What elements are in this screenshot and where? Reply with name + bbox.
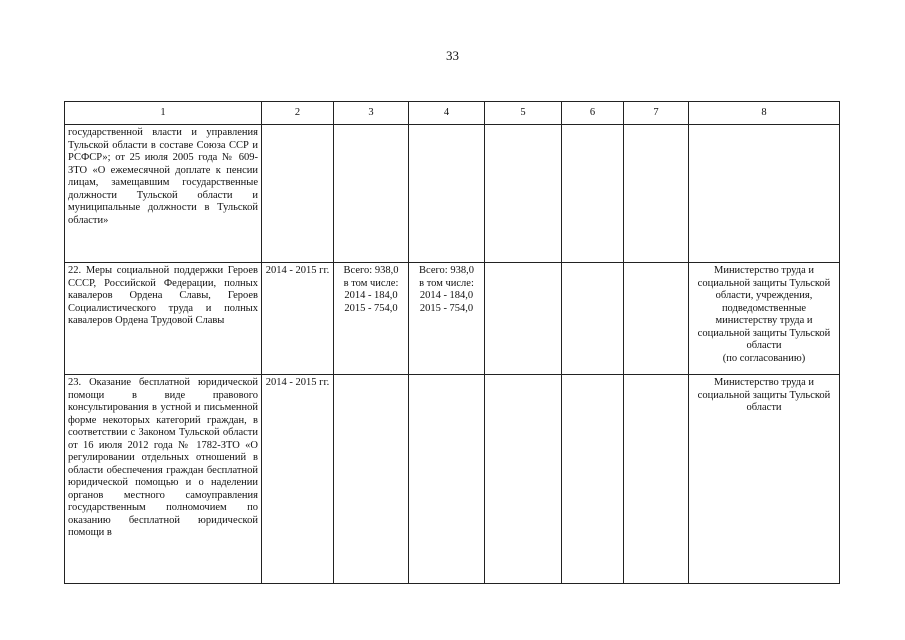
funding-col7-cell [624, 375, 689, 584]
funding-col6-cell [562, 263, 624, 375]
period-cell: 2014 - 2015 гг. [262, 263, 334, 375]
funding-col5-cell [485, 375, 562, 584]
measure-description: 22. Меры социальной поддержки Героев СССР, Российской Федерации, полных кавалеров Ордена Славы, Героев Социалистического труда и полных кавалеров Ордена Трудовой Славы [65, 263, 262, 375]
funding-regional-cell: Всего: 938,0 в том числе: 2014 - 184,0 2015 - 754,0 [409, 263, 485, 375]
funding-col6-cell [562, 375, 624, 584]
funding-total-cell [334, 375, 409, 584]
funding-regional-cell [409, 375, 485, 584]
responsible-executor-cell: Министерство труда и социальной защиты Тульской области [689, 375, 840, 584]
funding-col5-cell [485, 125, 562, 263]
funding-regional-cell [409, 125, 485, 263]
column-number: 6 [562, 102, 624, 125]
program-table [64, 101, 840, 584]
page-number: 33 [446, 48, 459, 63]
column-number: 4 [409, 102, 485, 125]
funding-total-cell [334, 125, 409, 263]
funding-col7-cell [624, 263, 689, 375]
table-row [65, 375, 840, 584]
period-cell [262, 125, 334, 263]
column-number: 5 [485, 102, 562, 125]
column-number: 1 [65, 102, 262, 125]
funding-col5-cell [485, 263, 562, 375]
responsible-executor-cell: Министерство труда и социальной защиты Тульской области, учреждения, подведомственные министерству труда и социальной защиты Тульской области (по согласованию) [689, 263, 840, 375]
funding-total-cell: Всего: 938,0 в том числе: 2014 - 184,0 2015 - 754,0 [334, 263, 409, 375]
responsible-executor-cell [689, 125, 840, 263]
column-number: 2 [262, 102, 334, 125]
measure-description: государственной власти и управления Тульской области в составе Союза ССР и РСФСР»; от 25 июля 2005 года № 609-ЗТО «О ежемесячной доплате к пенсии лицам, замещавшим государственные должности Тульской области и муниципальные должности в Тульской области» [65, 125, 262, 263]
funding-col7-cell [624, 125, 689, 263]
period-cell: 2014 - 2015 гг. [262, 375, 334, 584]
funding-col6-cell [562, 125, 624, 263]
table-row [65, 263, 840, 375]
table-row [65, 125, 840, 263]
column-number-row [65, 102, 840, 125]
column-number: 8 [689, 102, 840, 125]
column-number: 7 [624, 102, 689, 125]
column-number: 3 [334, 102, 409, 125]
measure-description: 23. Оказание бесплатной юридической помощи в виде правового консультирования в устной и письменной форме некоторых категорий граждан, в соответствии с Законом Тульской области от 16 июля 2012 года № 1782-ЗТО «О регулировании отдельных отношений в области обеспечения граждан бесплатной юридической помощью и о наделении органов местного самоуправления государственным полномочием по оказанию бесплатной юридической помощи в [65, 375, 262, 584]
